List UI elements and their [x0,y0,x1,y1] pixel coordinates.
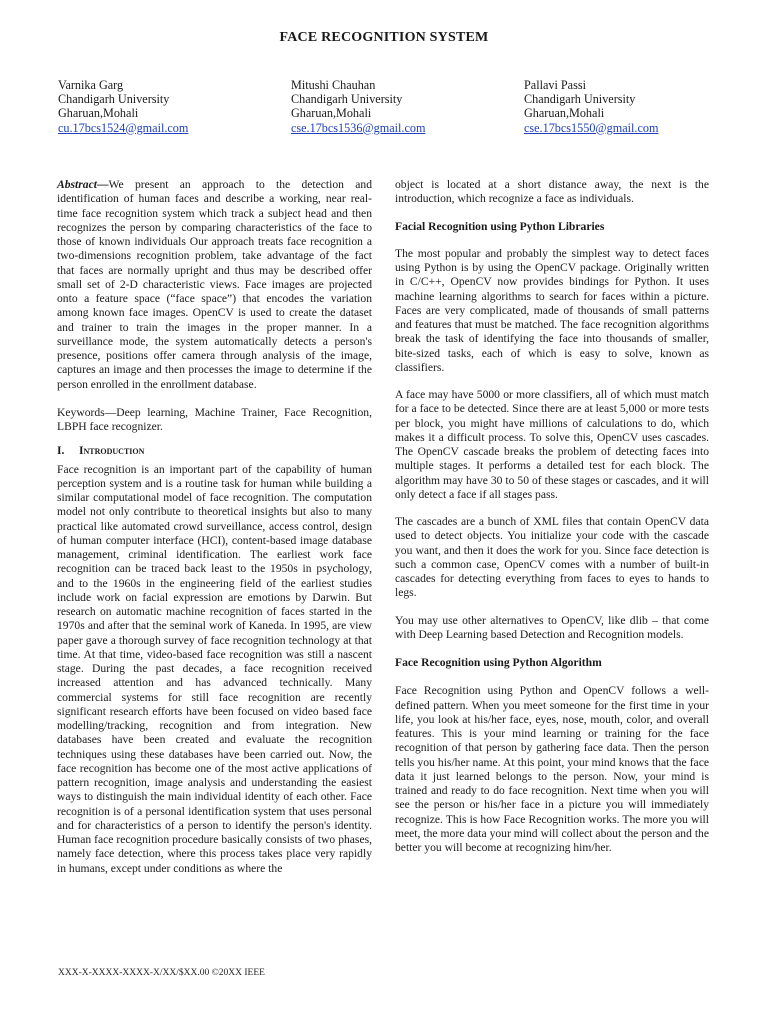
author-email-link[interactable]: cu.17bcs1524@gmail.com [58,120,189,135]
author-location: Gharuan,Mohali [291,106,372,121]
section-number: I. [57,444,65,458]
author-location: Gharuan,Mohali [58,106,139,121]
body-paragraph: You may use other alternatives to OpenCV, like dlib – that come with Deep Learning based Detection and Recognition models. [395,613,709,641]
author-affiliation: Chandigarh University [291,92,403,107]
body-paragraph: A face may have 5000 or more classifiers, all of which must match for a face to be detected. Since there are at least 5,000 or more tests per block, you might have millions of calculations to do, which makes it a difficult process. To solve this, OpenCV uses cascades. The OpenCV cascade breaks the problem of detecting faces into multiple stages. It performs a detailed test for each block. The algorithm may have 30 to 50 of these stages or cascades, and it will only detect a face if all stages pass. [395,388,709,501]
author-email-link[interactable]: cse.17bcs1550@gmail.com [524,120,659,135]
right-column [395,178,709,855]
body-paragraph: Face Recognition using Python and OpenCV follows a well-defined pattern. When you meet someone for the first time in your life, you look at his/her face, eyes, nose, mouth, color, and overall features. This is your mind learning or training for the face recognition of that person by gathering face data. Then the person tells you his/her name. At this point, your mind knows that the face data it just learned belongs to the person. Now, your mind is trained and ready to do face recognition. Next time when you will see the person or his/her face in a picture you will immediately recognize. This is how Face Recognition works. The more you will meet, the more data your mind will collect about the person and the better you will become at recognizing him/her. [395,684,709,854]
copyright-footer: XXX-X-XXXX-XXXX-X/XX/$XX.00 ©20XX IEEE [58,968,265,978]
abstract-text: We present an approach to the detection and identification of human faces and describe a working, near real-time face recognition system which track a subject head and then recognizes the person by comparing characteristics of the face to those of known individuals Our approach treats face recognition a two-dimensions recognition problem, take advantage of the fact that faces are normally upright and thus may be described offer small set of 2-D characteristic views. Face images are projected onto a feature space (“face space”) that encodes the variation among known face images. OpenCV is used to create the dataset and trainer to train the images in the proper manner. In a surveillance mode, the system automatically detects a person's presence, positions offer camera through analysis of the image, captures an image and then processes the image to determine if the person enrolled in the enrollment database. [57,178,372,391]
left-column [57,178,372,876]
abstract [57,178,372,392]
author-location: Gharuan,Mohali [524,106,605,121]
body-paragraph: The cascades are a bunch of XML files that contain OpenCV data used to detect objects. You initialize your code with the cascade you want, and then it does the work for you. Since face detection is such a common case, OpenCV comes with a number of built-in cascades for detecting everything from faces to eyes to hands to legs. [395,515,709,600]
author-email-link[interactable]: cse.17bcs1536@gmail.com [291,120,426,135]
author-name: Pallavi Passi [524,78,586,92]
author-affiliation: Chandigarh University [58,92,170,107]
paper-title: FACE RECOGNITION SYSTEM [279,30,489,45]
section-title: Introduction [79,444,145,458]
author-name: Mitushi Chauhan [291,78,376,92]
keywords: Keywords—Deep learning, Machine Trainer, Face Recognition, LBPH face recognizer. [57,405,372,433]
introduction-paragraph: Face recognition is an important part of the capability of human perception system and is a routine task for human while building a similar computational model of face recognition. The computation model not only contribute to theoretical insights but also to many practical like automated crowd surveillance, access control, design of human computer interface (HCI), content-based image database management, criminal identification. The earliest work face recognition can be traced back least to the 1950s in psychology, and to the 1960s in the engineering field of the earliest studies include work on facial expression are emotions by Darwin. But research on automatic machine recognition of faces started in the 1970s and after that the seminal work of Kaneda. In 1995, are view paper gave a thorough survey of face recognition technology at that time. At that time, video-based face recognition was still a nascent stage. During the past decades, a face recognition received increased attention and has advanced technically. Many commercial systems for still face recognition are recently significant research efforts have been focused on video based face modelling/tracking, recognition and from integration. New databases have been created and evaluate the recognition techniques using these databases have been carried out. Now, the face recognition has become one of the most active applications of pattern recognition, image analysis and understanding the easiest ways to distinguish the main individual identity of each other. Face recognition is of a personal identification system that uses personal and for characteristics of a person to identify the person's identity. Human face recognition procedure basically consists of two phases, namely face detection, where this process takes place very rapidly in humans, except under conditions as where the [57,462,372,875]
author-affiliation: Chandigarh University [524,92,636,107]
subheading-python-libraries: Facial Recognition using Python Libraries [395,219,605,233]
introduction-continuation: object is located at a short distance away, the next is the introduction, which recognize a face as individuals. [395,178,709,206]
body-paragraph: The most popular and probably the simplest way to detect faces using Python is by using the OpenCV package. Originally written in C/C++, OpenCV now provides bindings for Python. It uses machine learning algorithms to search for faces within a picture. Faces are very complicated, made of thousands of small patterns and features that must be matched. The face recognition algorithms break the task of identifying the face into thousands of smaller, bite-sized tasks, each of which is easy to solve, known as classifiers. [395,246,709,374]
author-name: Varnika Garg [58,78,124,92]
section-heading-introduction [57,444,372,458]
author-block-3 [524,78,658,135]
author-block-2 [291,78,425,135]
abstract-label: Abstract— [57,178,109,191]
author-block-1 [58,78,188,135]
subheading-python-algorithm: Face Recognition using Python Algorithm [395,656,602,669]
